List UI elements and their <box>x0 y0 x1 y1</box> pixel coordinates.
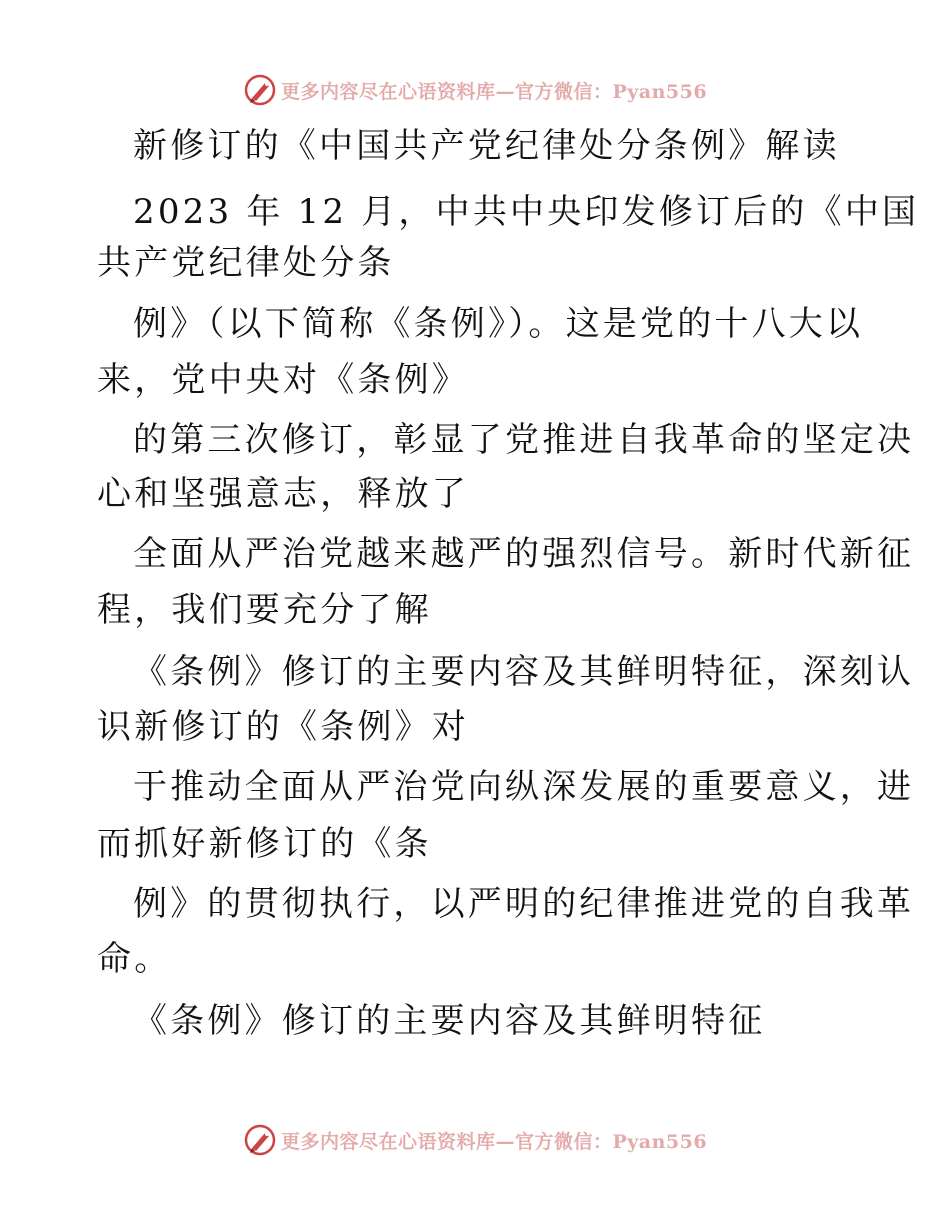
paragraph-line: 例》的贯彻执行，以严明的纪律推进党的自我革 <box>133 884 915 924</box>
paragraph-line: 全面从严治党越来越严的强烈信号。新时代新征 <box>133 534 915 574</box>
paragraph-line: 程，我们要充分了解 <box>97 590 432 630</box>
paragraph-line: 的第三次修订，彰显了党推进自我革命的坚定决 <box>133 420 915 460</box>
watermark-text: 更多内容尽在心语资料库—官方微信：Pyan556 <box>280 1130 708 1153</box>
document-title: 新修订的《中国共产党纪律处分条例》解读 <box>133 126 840 166</box>
paragraph-line: 共产党纪律处分条 <box>97 243 395 283</box>
section-heading: 《条例》修订的主要内容及其鲜明特征 <box>133 1001 766 1041</box>
watermark-text: 更多内容尽在心语资料库—官方微信：Pyan556 <box>280 80 708 103</box>
paragraph-line: 2023 年 12 月，中共中央印发修订后的《中国 <box>133 192 920 232</box>
paragraph-line: 心和坚强意志，释放了 <box>97 474 469 514</box>
paragraph-line: 而抓好新修订的《条 <box>97 824 432 864</box>
paragraph-line: 命。 <box>97 939 172 979</box>
paragraph-line: 于推动全面从严治党向纵深发展的重要意义，进 <box>133 767 915 807</box>
pen-logo-icon <box>243 1123 277 1157</box>
paragraph-line: 识新修订的《条例》对 <box>97 707 469 747</box>
paragraph-line: 《条例》修订的主要内容及其鲜明特征，深刻认 <box>133 652 915 692</box>
footer-watermark <box>0 1120 950 1160</box>
paragraph-line: 来，党中央对《条例》 <box>97 360 469 400</box>
paragraph-line: 例》（以下简称《条例》）。这是党的十八大以 <box>133 304 864 344</box>
